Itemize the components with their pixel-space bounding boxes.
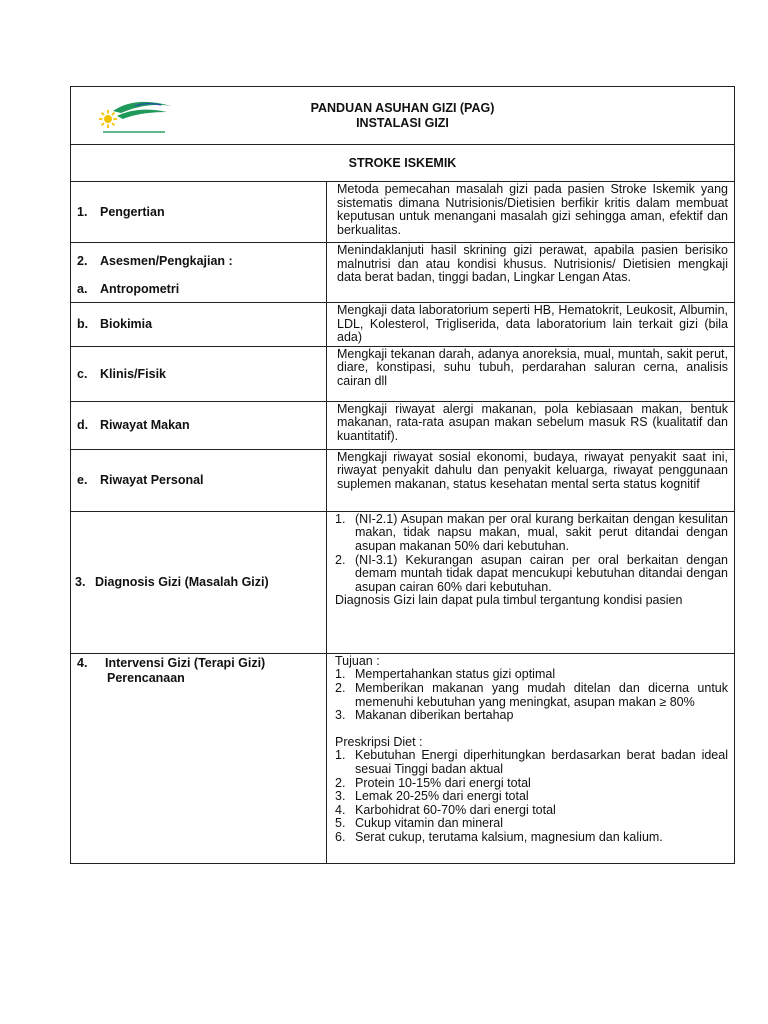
document-table (70, 86, 735, 864)
list-item: 6. Serat cukup, terutama kalsium, magnesium dan kalium. (335, 829, 663, 844)
list-item: 1. Mempertahankan status gizi optimal (335, 667, 556, 682)
row-label: b. Biokimia (71, 303, 327, 347)
table-row (71, 346, 735, 401)
row-label: e. Riwayat Personal (71, 449, 327, 511)
list-item: 3. Makanan diberikan bertahap (335, 708, 514, 723)
table-row (71, 303, 735, 347)
row-content: Menindaklanjuti hasil skrining gizi perawat, apabila pasien berisiko malnutrisi dan atau kondisi khusus. Nutrisionis/ Dietisien mengkaji data berat badan, tinggi badan, Lingkar Lengan Atas. (327, 243, 735, 303)
row-label-text: Riwayat Personal (100, 473, 204, 488)
row-label: 1. Pengertian (71, 182, 327, 243)
table-row (71, 449, 735, 511)
row-sublabel-text: Perencanaan (107, 670, 185, 685)
header-line-1: PANDUAN ASUHAN GIZI (PAG) (310, 101, 495, 115)
document-header (71, 87, 735, 145)
row-label-text: Pengertian (100, 205, 165, 219)
table-row (71, 653, 735, 863)
row-content: Mengkaji riwayat alergi makanan, pola kebiasaan makan, bentuk makanan, rata-rata asupan makan sebelum masuk RS (kualitatif dan kuantitatif). (327, 401, 735, 449)
table-row (71, 243, 735, 303)
row-label: d. Riwayat Makan (71, 401, 327, 449)
row-label-text: Asesmen/Pengkajian : (100, 253, 233, 268)
row-label-text: Diagnosis Gizi (Masalah Gizi) (95, 575, 269, 590)
header-line-2: INSTALASI GIZI (356, 116, 449, 130)
row-sublabel-text: Antropometri (100, 281, 180, 296)
diagnosis-content (327, 511, 735, 653)
row-label-text: Riwayat Makan (100, 418, 190, 433)
row-label-text: Biokimia (100, 317, 153, 332)
list-item: 2. Memberikan makanan yang mudah ditelan dan dicerna untuk memenuhi kebutuhan yang meningkat, asupan makan ≥ 80% (335, 680, 728, 709)
row-content: Mengkaji tekanan darah, adanya anoreksia, mual, muntah, sakit perut, diare, konstipasi, suhu tubuh, perdarahan saluran cerna, analisis cairan dll (327, 346, 735, 401)
list-item: 4. Karbohidrat 60-70% dari energi total (335, 802, 556, 817)
table-row (71, 401, 735, 449)
list-item: 2. Protein 10-15% dari energi total (335, 775, 531, 790)
row-content: Mengkaji data laboratorium seperti HB, Hematokrit, Leukosit, Albumin, LDL, Kolesterol, Trigliserida, data laboratorium lain terkait gizi (bila ada) (327, 303, 735, 347)
list-item: 2. (NI-3.1) Kekurangan asupan cairan per oral berkaitan dengan demam muntah tidak dapat mencukupi kebutuhan ditandai dengan asupan cairan 60% dari kebutuhan. (335, 552, 728, 594)
row-label: 3. Diagnosis Gizi (Masalah Gizi) (71, 511, 327, 653)
row-label: c. Klinis/Fisik (71, 346, 327, 401)
diagnosis-note: Diagnosis Gizi lain dapat pula timbul tergantung kondisi pasien (335, 593, 683, 608)
list-item: 1. (NI-2.1) Asupan makan per oral kurang berkaitan dengan kesulitan makan, tidak napsu makan, mual, sakit perut ditandai dengan asupan makanan 50% dari kebutuhan. (335, 511, 728, 553)
list-item: 5. Cukup vitamin dan mineral (335, 816, 503, 831)
document-title: STROKE ISKEMIK (71, 145, 735, 182)
preskripsi-heading: Preskripsi Diet : (335, 734, 423, 749)
row-content: Metoda pemecahan masalah gizi pada pasien Stroke Iskemik yang sistematis dimana Nutrisionis/Dietisien berfikir kritis dalam membuat keputusan untuk menangani masalah gizi sehingga aman, efektif dan berkualitas. (327, 182, 735, 243)
row-label-text: Klinis/Fisik (100, 366, 166, 381)
tujuan-heading: Tujuan : (335, 653, 380, 668)
row-label: 4. Intervensi Gizi (Terapi Gizi) Perencanaan (71, 653, 327, 863)
list-item: 3. Lemak 20-25% dari energi total (335, 789, 529, 804)
intervensi-content (327, 653, 735, 863)
row-label-text: Intervensi Gizi (Terapi Gizi) (105, 655, 266, 670)
row-label: 2. Asesmen/Pengkajian : a. Antropometri (71, 243, 327, 303)
table-row (71, 182, 735, 243)
table-row (71, 511, 735, 653)
row-content: Mengkaji riwayat sosial ekonomi, budaya, riwayat penyakit saat ini, riwayat penyakit dahulu dan penyakit keluarga, riwayat penggunaan suplemen makanan, status kesehatan mental serta status kognitif (327, 449, 735, 511)
list-item: 1. Kebutuhan Energi diperhitungkan berdasarkan berat badan ideal sesuai Tinggi badan aktual (335, 748, 728, 776)
